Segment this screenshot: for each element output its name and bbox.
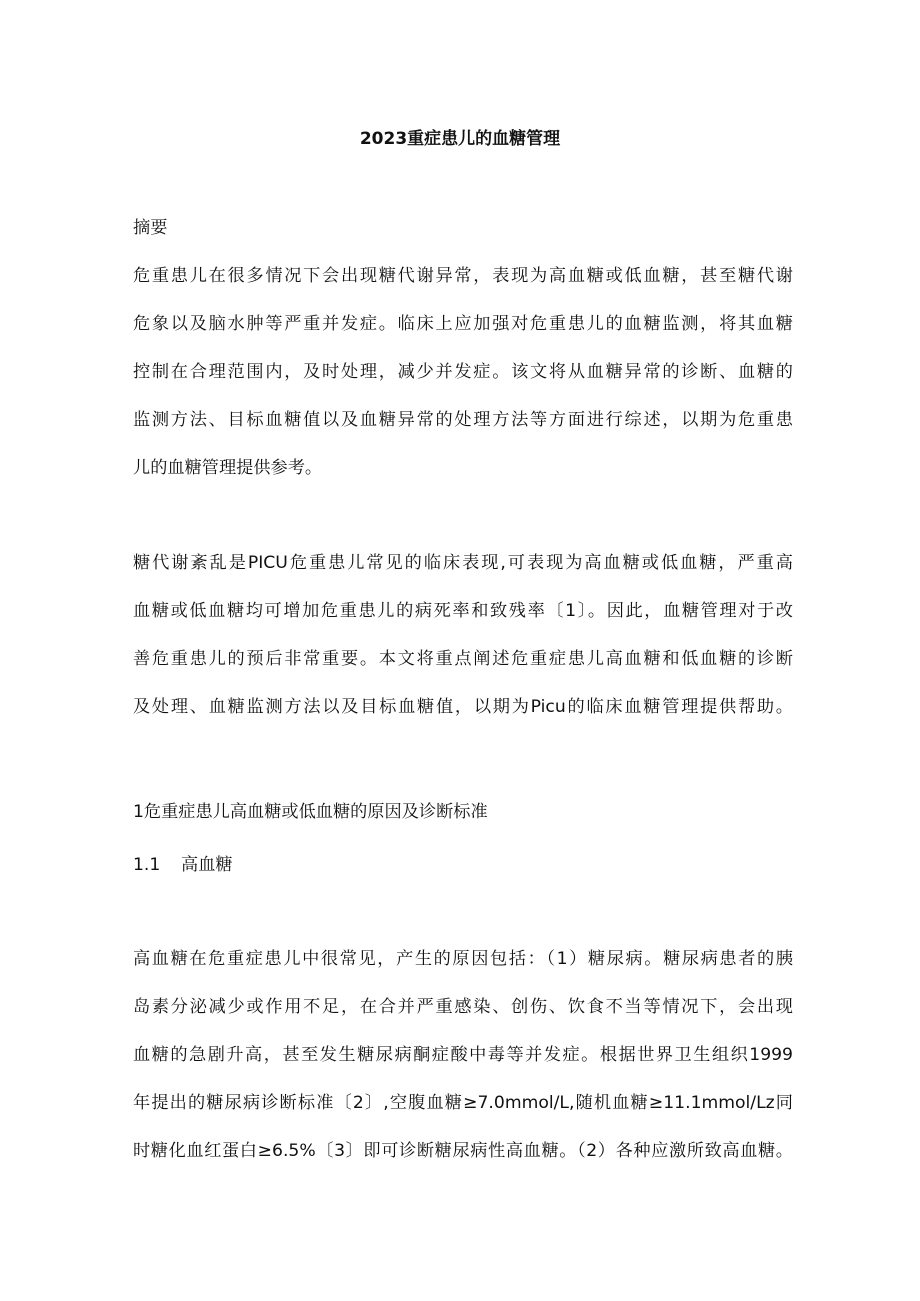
body-line: 岛素分泌减少或作用不足，在合并严重感染、创伤、饮食不当等情况下，会出现 — [133, 997, 793, 1017]
intro-line: 糖代谢紊乱是PICU危重患儿常见的临床表现,可表现为高血糖或低血糖，严重高 — [133, 553, 793, 573]
intro-line: 及处理、血糖监测方法以及目标血糖值，以期为Picu的临床血糖管理提供帮助。 — [133, 697, 793, 717]
body-line: 年提出的糖尿病诊断标准〔2〕,空腹血糖≥7.0mmol/L,随机血糖≥11.1mmol/Lz同 — [133, 1093, 793, 1113]
body-line: 血糖的急剧升高，甚至发生糖尿病酮症酸中毒等并发症。根据世界卫生组织1999 — [133, 1045, 793, 1065]
abstract-line: 儿的血糖管理提供参考。 — [133, 458, 323, 478]
body-line: 高血糖在危重症患儿中很常见，产生的原因包括：（1）糖尿病。糖尿病患者的胰 — [133, 949, 793, 969]
subsection-heading — [133, 852, 793, 878]
intro-line: 血糖或低血糖均可增加危重患儿的病死率和致残率〔1〕。因此，血糖管理对于改 — [133, 601, 793, 621]
abstract-line: 危重患儿在很多情况下会出现糖代谢异常，表现为高血糖或低血糖，甚至糖代谢 — [133, 266, 793, 286]
abstract-line: 控制在合理范围内，及时处理，减少并发症。该文将从血糖异常的诊断、血糖的 — [133, 362, 793, 382]
subsection-number: 1.1 — [133, 855, 161, 875]
subsection-title: 高血糖 — [181, 855, 233, 875]
document-title: 2023重症患儿的血糖管理 — [359, 129, 561, 149]
abstract-heading: 摘要 — [133, 218, 168, 238]
abstract-line: 危象以及脑水肿等严重并发症。临床上应加强对危重患儿的血糖监测，将其血糖 — [133, 314, 793, 334]
abstract-line: 监测方法、目标血糖值以及血糖异常的处理方法等方面进行综述，以期为危重患 — [133, 410, 793, 430]
intro-line: 善危重患儿的预后非常重要。本文将重点阐述危重症患儿高血糖和低血糖的诊断 — [133, 649, 793, 669]
body-line: 时糖化血红蛋白≥6.5%〔3〕即可诊断糖尿病性高血糖。（2）各种应激所致高血糖。 — [133, 1141, 793, 1161]
section-heading: 1危重症患儿高血糖或低血糖的原因及诊断标准 — [133, 802, 488, 822]
